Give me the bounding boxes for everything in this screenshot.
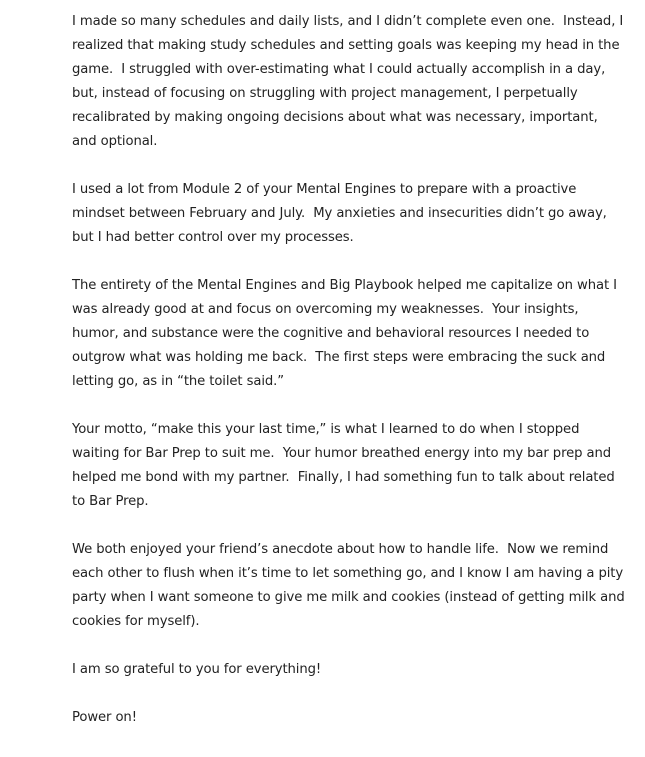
paragraph-sign-off: Power on! bbox=[72, 710, 137, 725]
paragraph-gratitude: I am so grateful to you for everything! bbox=[72, 662, 322, 677]
paragraph-mental-engines: The entirety of the Mental Engines and Big Playbook helped me capitalize on what I was already good at and focus on overcoming my weaknesses. Your insights, humor, and substance were the cognitive and behavioral resources I needed to outgrow what was holding me back. The first steps were embracing the suck and letting go, as in “the toilet said.” bbox=[72, 278, 622, 389]
letter-body bbox=[72, 10, 629, 730]
paragraph-module-2: I used a lot from Module 2 of your Mental Engines to prepare with a proactive mindset between February and July. My anxieties and insecurities didn’t go away, but I had better control over my processes. bbox=[72, 182, 611, 245]
paragraph-anecdote: We both enjoyed your friend’s anecdote about how to handle life. Now we remind each other to flush when it’s time to let something go, and I know I am having a pity party when I want someone to give me milk and cookies (instead of getting milk and cookies for myself). bbox=[72, 542, 629, 629]
paragraph-motto: Your motto, “make this your last time,” is what I learned to do when I stopped waiting for Bar Prep to suit me. Your humor breathed energy into my bar prep and helped me bond with my partner. Finally, I had something fun to talk about related to Bar Prep. bbox=[72, 422, 619, 509]
paragraph-schedules: I made so many schedules and daily lists, and I didn’t complete even one. Instead, I realized that making study schedules and setting goals was keeping my head in the game. I struggled with over-estimating what I could actually accomplish in a day, but, instead of focusing on struggling with project management, I perpetually recalibrated by making ongoing decisions about what was necessary, important, and optional. bbox=[72, 14, 628, 149]
